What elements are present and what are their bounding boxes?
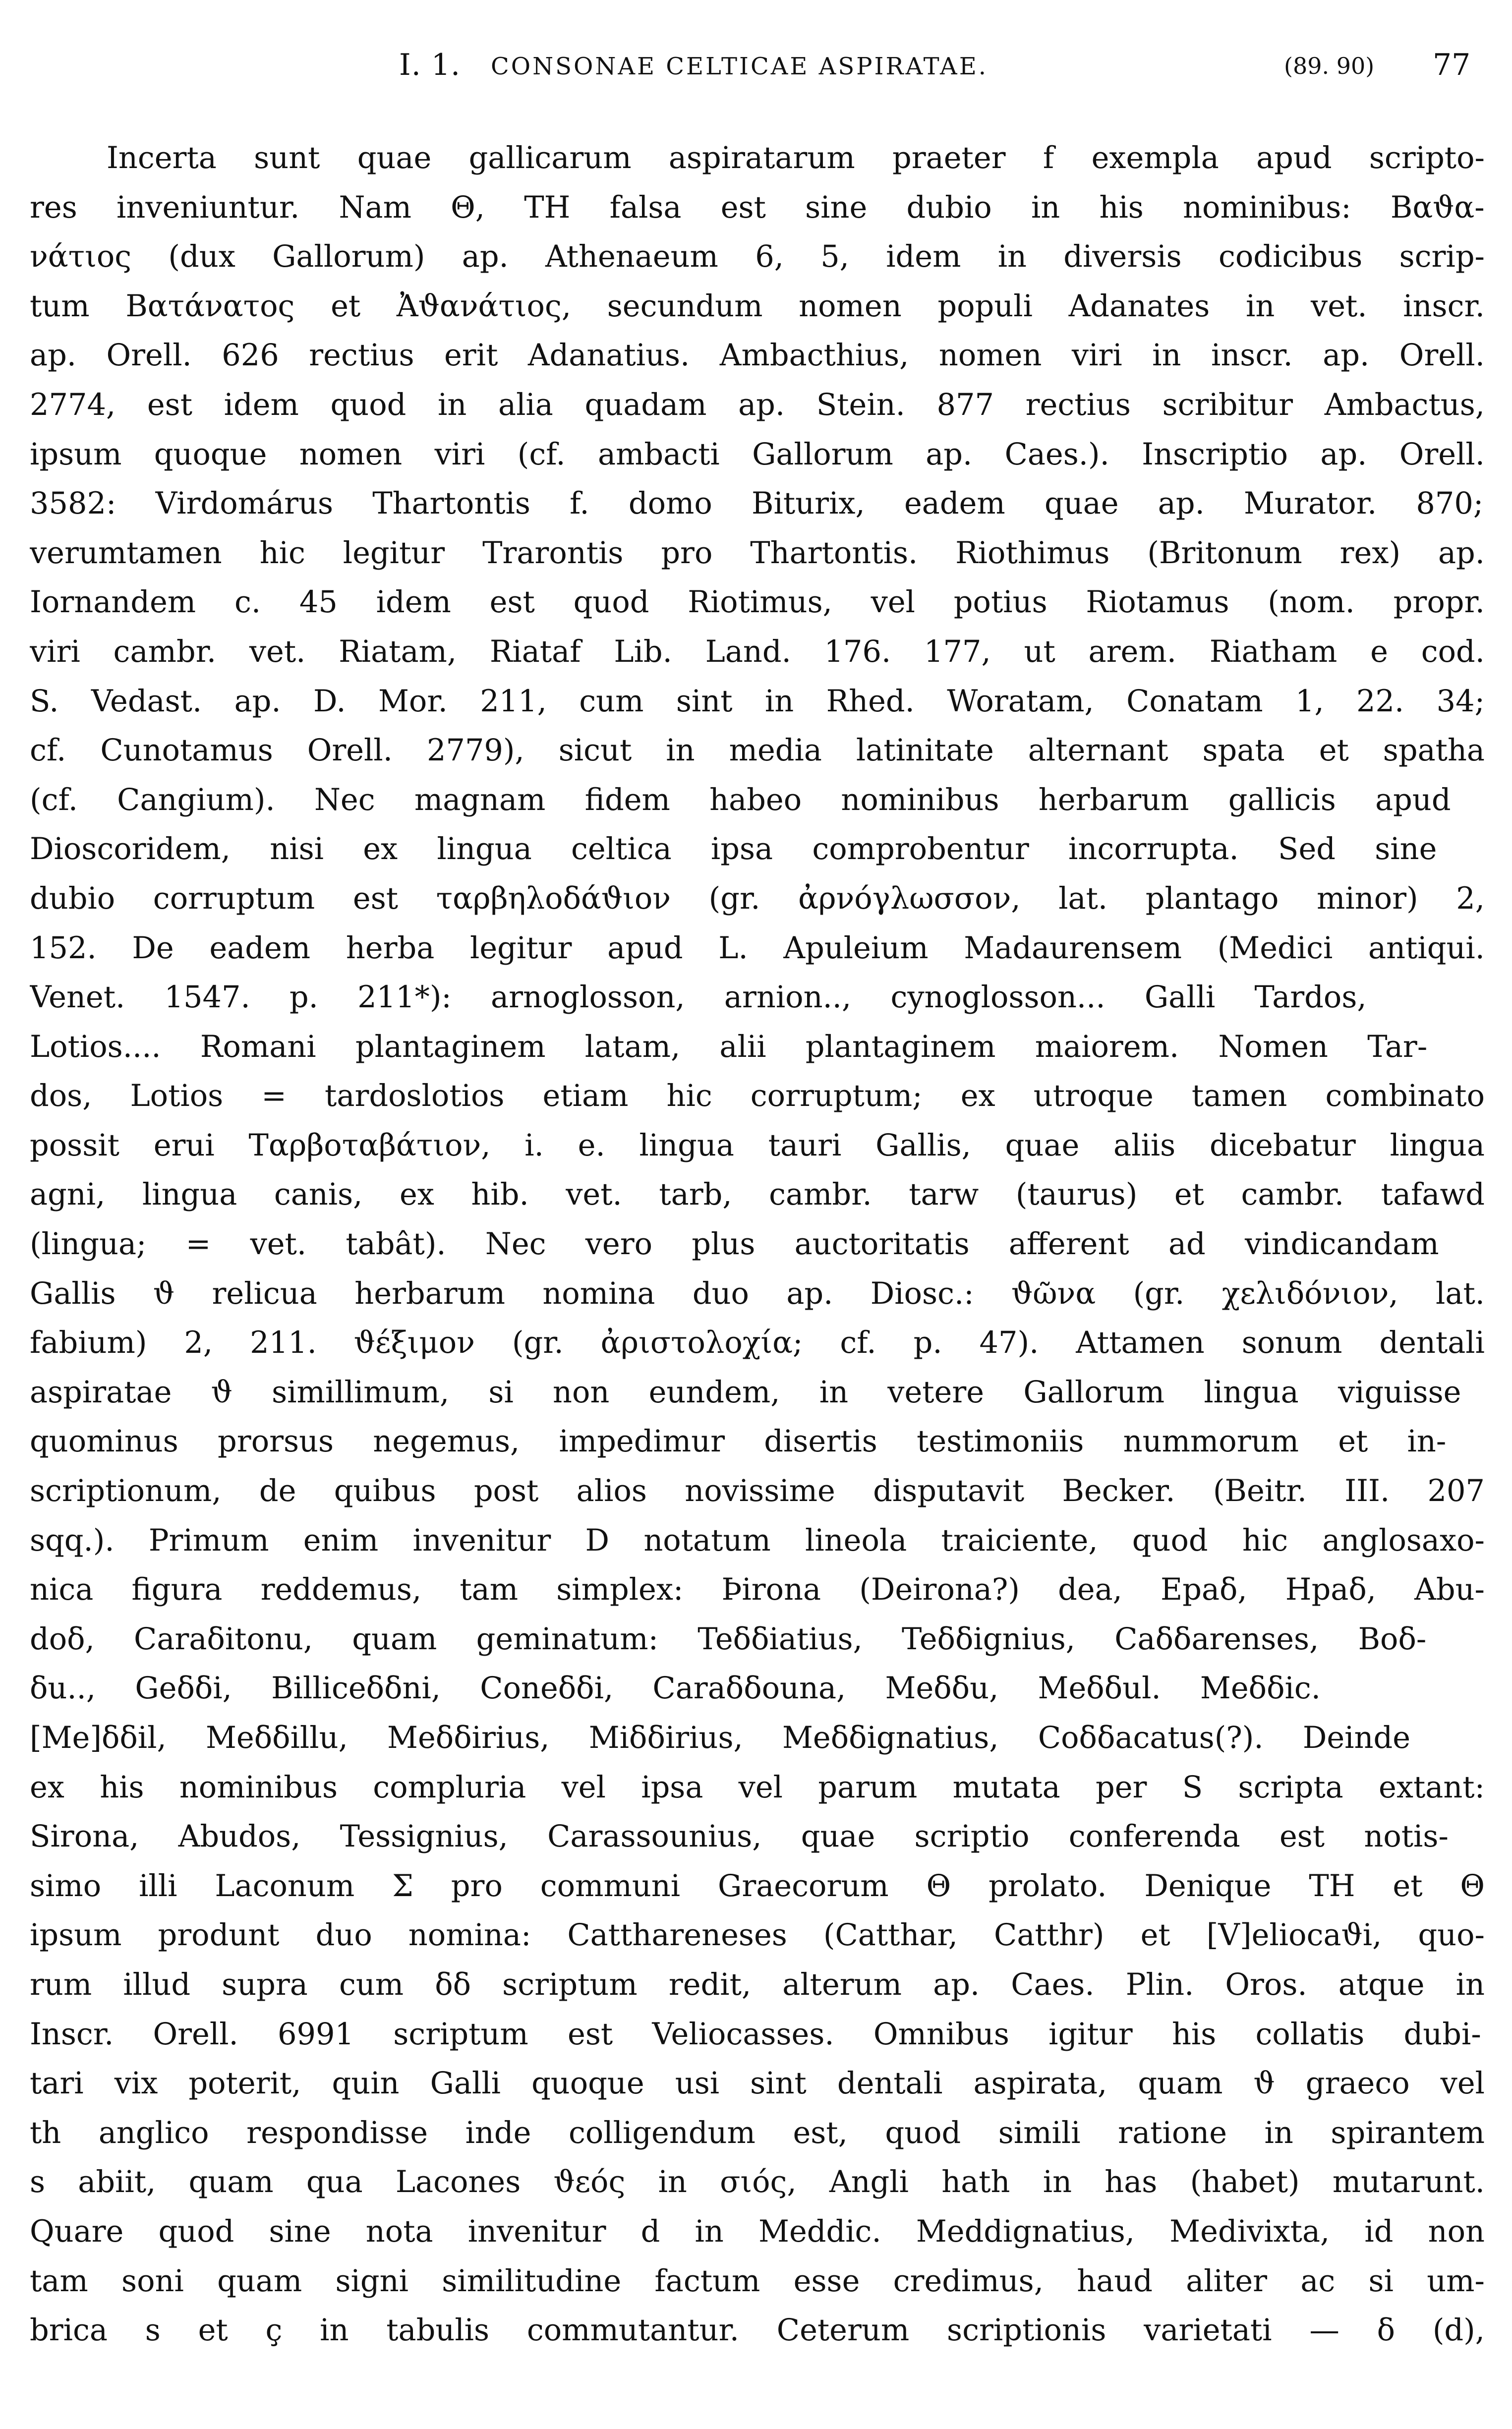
text-line: δu.., Geδδi, Billiceδδni, Coneδδi, Caraδδouna, Meδδu, Meδδul. Meδδic. <box>30 1671 1321 1706</box>
text-line: Iornandem c. 45 idem est quod Riotimus, vel potius Riotamus (nom. propr. <box>30 585 1485 620</box>
text-line: simo illi Laconum Σ pro communi Graecorum Θ prolato. Denique TH et Θ <box>30 1868 1485 1904</box>
text-line: Incerta sunt quae gallicarum aspiratarum praeter f exempla apud scripto- <box>107 141 1485 175</box>
paragraph-range: (89. 90) <box>1284 53 1375 79</box>
text-line: ipsum produnt duo nomina: Catthareneses (Catthar, Catthr) et [V]eliocaϑi, quo- <box>30 1918 1485 1953</box>
text-line: νάτιος (dux Gallorum) ap. Athenaeum 6, 5, idem in diversis codicibus scrip- <box>30 239 1485 275</box>
text-line: S. Vedast. ap. D. Mor. 211, cum sint in Rhed. Woratam, Conatam 1, 22. 34; <box>30 684 1485 719</box>
body-paragraph <box>30 134 1485 2405</box>
text-line: possit erui Ταρβοταβάτιον, i. e. lingua tauri Gallis, quae aliis dicebatur lingua <box>30 1128 1485 1163</box>
text-line: Gallis ϑ relicua herbarum nomina duo ap. Diosc.: ϑῶνα (gr. χελιδόνιον, lat. <box>30 1276 1485 1311</box>
text-line: tam soni quam signi similitudine factum esse credimus, haud aliter ac si um- <box>30 2263 1485 2299</box>
text-line: Inscr. Orell. 6991 scriptum est Veliocasses. Omnibus igitur his collatis dubi- <box>30 2017 1481 2052</box>
text-line: (cf. Cangium). Nec magnam fidem habeo nominibus herbarum gallicis apud <box>30 782 1451 817</box>
chapter-title: CONSONAE CELTICAE ASPIRATAE. <box>491 53 988 80</box>
text-line: fabium) 2, 211. ϑέξιμον (gr. ἀριστολοχία; cf. p. 47). Attamen sonum dentali <box>30 1326 1485 1361</box>
text-line: rum illud supra cum δδ scriptum redit, alterum ap. Caes. Plin. Oros. atque in <box>30 1967 1485 2002</box>
text-line: (lingua; = vet. tabât). Nec vero plus auctoritatis afferent ad vindicandam <box>30 1227 1439 1262</box>
running-header <box>30 48 1487 92</box>
text-line: dos, Lotios = tardoslotios etiam hic corruptum; ex utroque tamen combinato <box>30 1079 1485 1114</box>
text-line: nica figura reddemus, tam simplex: Þirona (Deirona?) dea, Epaδ, Hpaδ, Abu- <box>30 1572 1485 1608</box>
text-line: tari vix poterit, quin Galli quoque usi sint dentali aspirata, quam ϑ graeco vel <box>30 2066 1485 2101</box>
text-line: 152. De eadem herba legitur apud L. Apuleium Madaurensem (Medici antiqui. <box>30 930 1485 966</box>
text-line: [Me]δδil, Meδδillu, Meδδirius, Miδδirius, Meδδignatius, Coδδacatus(?). Deinde <box>30 1721 1410 1755</box>
text-line: dubio corruptum est ταρβηλοδάϑιον (gr. ἀρνόγλωσσον, lat. plantago minor) 2, <box>30 881 1485 916</box>
text-line: Quare quod sine nota invenitur d in Meddic. Meddignatius, Medivixta, id non <box>30 2214 1485 2249</box>
text-line: Dioscoridem, nisi ex lingua celtica ipsa comprobentur incorrupta. Sed sine <box>30 832 1437 867</box>
text-line: doδ, Caraδitonu, quam geminatum: Teδδiatius, Teδδignius, Caδδarenses, Boδ- <box>30 1621 1427 1657</box>
text-line: th anglico respondisse inde colligendum est, quod simili ratione in spirantem <box>30 2115 1485 2150</box>
text-line: 3582: Virdomárus Thartontis f. domo Biturix, eadem quae ap. Murator. 870; <box>30 486 1484 521</box>
text-line: tum Βατάνατος et Ἀϑανάτιος, secundum nomen populi Adanates in vet. inscr. <box>30 289 1485 324</box>
text-line: scriptionum, de quibus post alios novissime disputavit Becker. (Beitr. III. 207 <box>30 1474 1485 1509</box>
page-number: 77 <box>1433 48 1471 82</box>
text-line: quominus prorsus negemus, impedimur disertis testimoniis nummorum et in- <box>30 1424 1447 1459</box>
text-line: cf. Cunotamus Orell. 2779), sicut in media latinitate alternant spata et spatha <box>30 733 1485 768</box>
text-line: agni, lingua canis, ex hib. vet. tarb, cambr. tarw (taurus) et cambr. tafawd <box>30 1177 1485 1213</box>
text-line: ipsum quoque nomen viri (cf. ambacti Gallorum ap. Caes.). Inscriptio ap. Orell. <box>30 437 1485 472</box>
text-line: s abiit, quam qua Lacones ϑεός in σιός, Angli hath in has (habet) mutarunt. <box>30 2165 1485 2200</box>
text-line: aspiratae ϑ simillimum, si non eundem, in vetere Gallorum lingua viguisse <box>30 1375 1461 1410</box>
text-line: sqq.). Primum enim invenitur D notatum lineola traiciente, quod hic anglosaxo- <box>30 1523 1485 1558</box>
text-line: 2774, est idem quod in alia quadam ap. Stein. 877 rectius scribitur Ambactus, <box>30 387 1485 422</box>
text-line: Lotios.... Romani plantaginem latam, alii plantaginem maiorem. Nomen Tar- <box>30 1029 1428 1064</box>
text-line: brica s et ç in tabulis commutantur. Ceterum scriptionis varietati — δ (d), <box>30 2313 1485 2348</box>
text-line: Sirona, Abudos, Tessignius, Carassounius, quae scriptio conferenda est notis- <box>30 1819 1449 1854</box>
text-line: ap. Orell. 626 rectius erit Adanatius. Ambacthius, nomen viri in inscr. ap. Orell. <box>30 338 1485 373</box>
text-line <box>30 2356 1485 2405</box>
text-line: Venet. 1547. p. 211*): arnoglosson, arnion.., cynoglosson... Galli Tardos, <box>30 980 1367 1015</box>
section-number: I. 1. <box>399 48 461 82</box>
text-line: res inveniuntur. Nam Θ, TH falsa est sine dubio in his nominibus: Βαϑα- <box>30 190 1485 225</box>
text-line: ex his nominibus compluria vel ipsa vel parum mutata per S scripta extant: <box>30 1770 1485 1805</box>
text-line: verumtamen hic legitur Trarontis pro Thartontis. Riothimus (Britonum rex) ap. <box>30 535 1485 571</box>
text-line: viri cambr. vet. Riatam, Riataf Lib. Land. 176. 177, ut arem. Riatham e cod. <box>30 634 1485 669</box>
